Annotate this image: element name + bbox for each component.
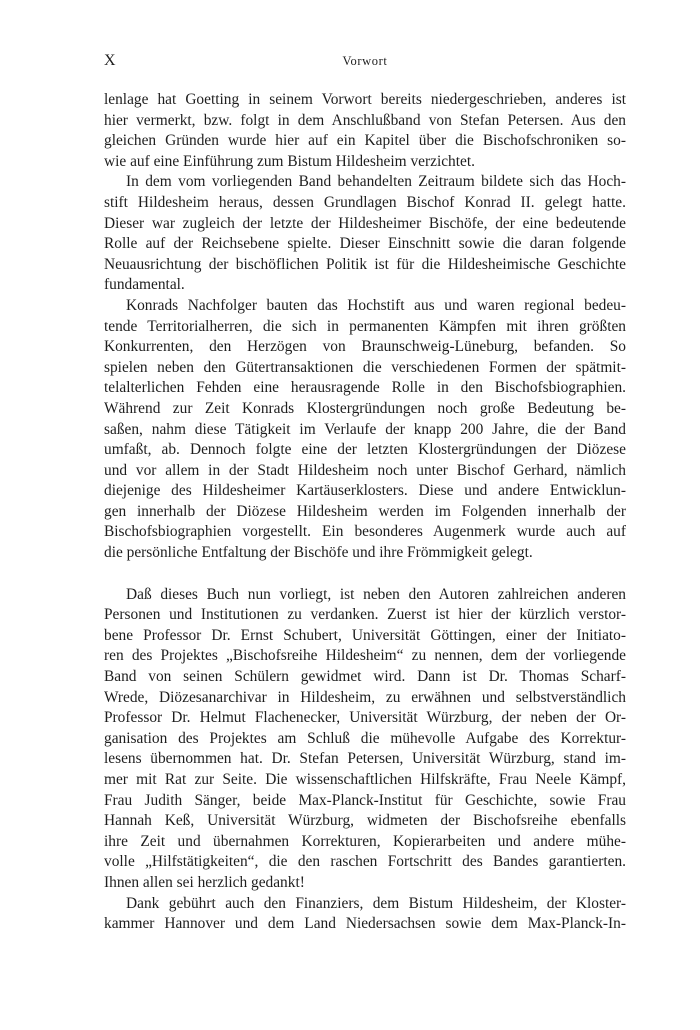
text-line: spielen neben den Gütertransaktionen die verschiedenen Formen der spätmit- (104, 358, 626, 376)
text-line: saßen, nahm diese Tätigkeit im Verlaufe der knapp 200 Jahre, die der Band (104, 420, 626, 438)
text-line: mer mit Rat zur Seite. Die wissenschaftlichen Hilfskräfte, Frau Neele Kämpf, (104, 771, 626, 788)
text-line: Konkurrenten, den Herzögen von Braunschweig-Lüneburg, befanden. So (104, 338, 626, 356)
text-line: hier vermerkt, bzw. folgt in dem Anschlußband von Stefan Petersen. Aus den (104, 111, 626, 129)
text-line: Neuausrichtung der bischöflichen Politik ist für die Hildesheimische Geschichte (104, 255, 626, 273)
text-line: ren des Projektes „Bischofsreihe Hildesheim“ zu nennen, dem der vorliegende (104, 647, 626, 665)
text-line: Wrede, Diözesanarchivar in Hildesheim, zu erwähnen und selbstverständlich (104, 688, 626, 706)
paragraph-2 (104, 172, 626, 296)
paragraph-4 (104, 585, 626, 894)
text-line: Daß dieses Buch nun vorliegt, ist neben den Autoren zahlreichen anderen (126, 585, 626, 603)
text-line: diejenige des Hildesheimer Kartäuserklosters. Diese und andere Entwicklun- (104, 482, 626, 500)
text-line: tende Territorialherren, die sich in permanenten Kämpfen mit ihren größten (104, 317, 626, 335)
text-line: Hannah Keß, Universität Würzburg, widmeten der Bischofsreihe ebenfalls (104, 812, 626, 830)
text-line: ihre Zeit und übernahmen Korrekturen, Kopierarbeiten und andere mühe- (104, 832, 626, 850)
text-line: Dank gebührt auch den Finanziers, dem Bistum Hildesheim, der Kloster- (126, 894, 626, 912)
page-number: X (104, 52, 117, 69)
page-header (104, 52, 626, 74)
text-line: Ihnen allen sei herzlich gedankt! (104, 873, 305, 891)
text-line: Personen und Institutionen zu verdanken. Zuerst ist hier der kürzlich verstor- (104, 606, 626, 624)
text-line: ganisation des Projektes am Schluß die mühevolle Aufgabe des Korrektur- (104, 729, 626, 747)
text-line: Band von seinen Schülern gewidmet wird. Dann ist Dr. Thomas Scharf- (104, 668, 626, 686)
text-line: volle „Hilfstätigkeiten“, die den raschen Fortschritt des Bandes garantierten. (104, 853, 626, 871)
text-line: und vor allem in der Stadt Hildesheim noch unter Bischof Gerhard, nämlich (104, 461, 626, 479)
text-line: In dem vom vorliegenden Band behandelten Zeitraum bildete sich das Hoch- (126, 173, 626, 191)
text-line: Bischofsbiographien vorgestellt. Ein besonderes Augenmerk wurde auch auf (104, 523, 626, 541)
text-line: lenlage hat Goetting in seinem Vorwort bereits niedergeschrieben, anderes ist (104, 91, 626, 108)
text-line: Rolle auf der Reichsebene spielte. Dieser Einschnitt sowie die daran folgende (104, 235, 626, 253)
text-line: stift Hildesheim heraus, dessen Grundlagen Bischof Konrad II. gelegt hatte. (104, 193, 626, 211)
text-line: umfaßt, ab. Dennoch folgte eine der letzten Klostergründungen der Diözese (104, 441, 626, 459)
text-line: kammer Hannover und dem Land Niedersachsen sowie dem Max-Planck-In- (104, 915, 626, 933)
text-line: die persönliche Entfaltung der Bischöfe und ihre Frömmigkeit gelegt. (104, 544, 533, 562)
text-line: telalterlichen Fehden eine herausragende Rolle in den Bischofsbiographien. (104, 379, 626, 397)
page (104, 52, 626, 935)
section-gap (104, 564, 626, 585)
text-line: wie auf eine Einführung zum Bistum Hildesheim verzichtet. (104, 152, 475, 170)
text-line: Konrads Nachfolger bauten das Hochstift aus und waren regional bedeu- (126, 296, 626, 314)
text-line: Während zur Zeit Konrads Klostergründungen noch große Bedeutung be- (104, 399, 626, 417)
paragraph-5 (104, 894, 626, 935)
text-line: fundamental. (104, 276, 185, 294)
text-line: Frau Judith Sänger, beide Max-Planck-Institut für Geschichte, sowie Frau (104, 791, 626, 809)
text-line: Dieser war zugleich der letzte der Hildesheimer Bischöfe, der eine bedeutende (104, 214, 626, 232)
paragraph-3 (104, 296, 626, 564)
paragraph-1 (104, 90, 626, 172)
running-head: Vorwort (342, 54, 388, 68)
text-line: bene Professor Dr. Ernst Schubert, Universität Göttingen, einer der Initiato- (104, 626, 626, 644)
text-line: Professor Dr. Helmut Flachenecker, Universität Würzburg, der neben der Or- (104, 709, 626, 727)
text-line: lesens übernommen hat. Dr. Stefan Petersen, Universität Würzburg, stand im- (104, 750, 626, 768)
text-line: gen innerhalb der Diözese Hildesheim werden im Folgenden innerhalb der (104, 502, 626, 520)
text-line: gleichen Gründen wurde hier auf ein Kapitel über die Bischofschroniken so- (104, 132, 626, 150)
